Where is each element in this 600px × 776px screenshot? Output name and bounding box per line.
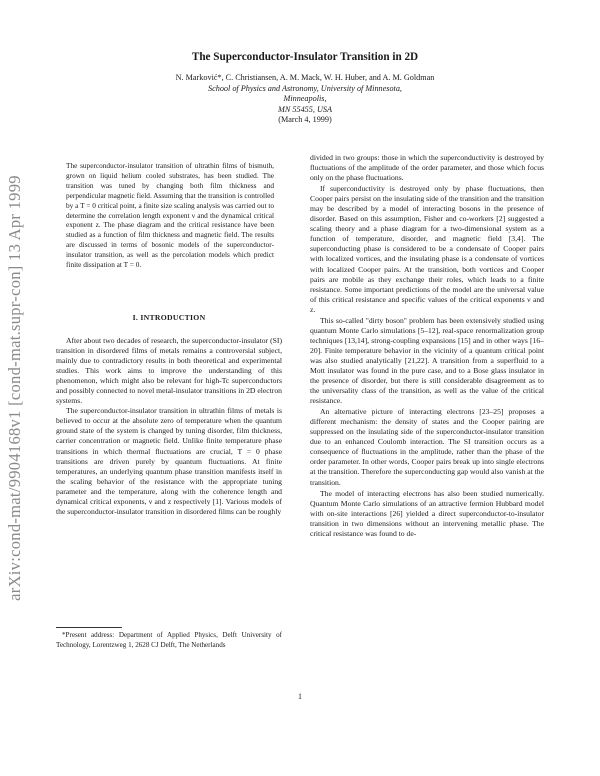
footnote-divider xyxy=(56,627,122,628)
author-list: N. Marković*, C. Christiansen, A. M. Mack, W. H. Huber, and A. M. Goldman xyxy=(175,73,435,82)
paper-title: The Superconductor-Insulator Transition in 2D xyxy=(191,51,419,63)
left-column xyxy=(56,336,282,517)
abstract: The superconductor-insulator transition of ultrathin films of bismuth, grown on liquid helium cooled substrates, has been studied. The transition was tuned by changing both film thickness and perpendicular magnetic field. Assuming that the transition is controlled by a T = 0 critical point, a finite size scaling analysis was carried out to determine the correlation length exponent ν and the dynamical critical exponent z. The phase diagram and the critical resistance have been studied as a function of film thickness and magnetic field. The results are discussed in terms of bosonic models of the superconductor-insulator transition, as well as the percolation models which predict finite dissipation at T = 0. xyxy=(66,161,274,270)
right-paragraph-5: The model of interacting electrons has also been studied numerically. Quantum Monte Carlo simulations of an attractive fermion Hubbard model with on-site interactions [26] yielded a direct superconductor-to-insulator transition in two dimensions without an intervening metallic phase. The critical resistance was found to de- xyxy=(310,488,544,538)
footnote: *Present address: Department of Applied Physics, Delft University of Technology, Lorentzweg 1, 2628 CJ Delft, The Netherlands xyxy=(56,631,282,649)
arxiv-id-text: arXiv:cond-mat/9904168v1 [cond-mat.supr-con] 13 Apr 1999 xyxy=(5,175,24,601)
page-number: 1 xyxy=(298,692,302,701)
affiliation-line-2: Minneapolis, xyxy=(283,94,327,104)
right-paragraph-1: divided in two groups: those in which the superconductivity is destroyed by fluctuations of the amplitude of the order parameter, and those which focus only on the phase fluctuations. xyxy=(310,153,544,183)
right-column xyxy=(310,153,544,539)
author-block xyxy=(60,73,550,126)
intro-paragraph-1: After about two decades of research, the superconductor-insulator (SI) transition in disordered films of metals remains a controversial subject, mainly due to contradictory results in both theoretical and experimental studies. This work aims to improve the understanding of this phenomenon, which might also be relevant for high-Tc superconductors and possibly connected to novel metal-insulator transitions in 2D electron systems. xyxy=(56,336,282,406)
section-heading: I. INTRODUCTION xyxy=(132,313,206,322)
affiliation-line-3: MN 55455, USA xyxy=(278,104,332,114)
paper-date: (March 4, 1999) xyxy=(278,115,332,125)
right-paragraph-3: This so-called "dirty boson" problem has been extensively studied using quantum Monte Carlo simulations [5–12], real-space renormalization group techniques [13,14], strong-coupling expansions [15] and in other ways [16–20]. Finite temperature behavior in the vicinity of a quantum critical point was also studied analytically [21,22]. A transition from a superfluid to a Mott insulator was found in the pure case, and to a Bose glass insulator in the presence of disorder, but there is still considerable disagreement as to the universality class of the transition, as well as the value of the critical resistance. xyxy=(310,315,544,406)
right-paragraph-2: If superconductivity is destroyed only by phase fluctuations, then Cooper pairs persist on the insulating side of the transition and the transition may be described by a model of interacting bosons in the presence of disorder. Based on this assumption, Fisher and co-workers [2] suggested a scaling theory and a phase diagram for a two-dimensional system as a function of temperature, disorder, and magnetic field [3,4]. The superconducting phase is considered to be a condensate of Cooper pairs with localized vortices, and the insulating phase is a condensate of vortices with localized Cooper pairs. At the transition, both vortices and Cooper pairs are mobile as they exchange their roles, which leads to a finite resistance. Some important predictions of the model are the universal value of this critical resistance and specific values of the critical exponents ν and z. xyxy=(310,184,544,314)
affiliation-line-1: School of Physics and Astronomy, University of Minnesota, xyxy=(208,83,402,93)
right-paragraph-4: An alternative picture of interacting electrons [23–25] proposes a different mechanism: the density of states and the Cooper pairing are suppressed on the insulating side of the superconductor-insulator transition due to an enhanced Coulomb interaction. The SI transition occurs as a consequence of fluctuations in the amplitude, rather than the phase of the order parameter. In other words, Cooper pairs break up into single electrons at the transition. Therefore the superconducting gap would also vanish at the transition. xyxy=(310,407,544,487)
arxiv-sidebar-stamp xyxy=(2,148,28,628)
intro-paragraph-2: The superconductor-insulator transition in ultrathin films of metals is believed to occur at the absolute zero of temperature when the quantum ground state of the system is changed by tuning disorder, film thickness, carrier concentration or magnetic field. Unlike finite temperature phase transitions in which thermal fluctuations are crucial, T = 0 phase transitions are driven purely by quantum fluctuations. At finite temperatures, an underlying quantum phase transition manifests itself in the scaling behavior of the resistance with the appropriate tuning parameter and the temperature, along with the coherence length and dynamical critical exponents, ν and z respectively [1]. Various models of the superconductor-insulator transition in disordered films can be roughly xyxy=(56,406,282,516)
